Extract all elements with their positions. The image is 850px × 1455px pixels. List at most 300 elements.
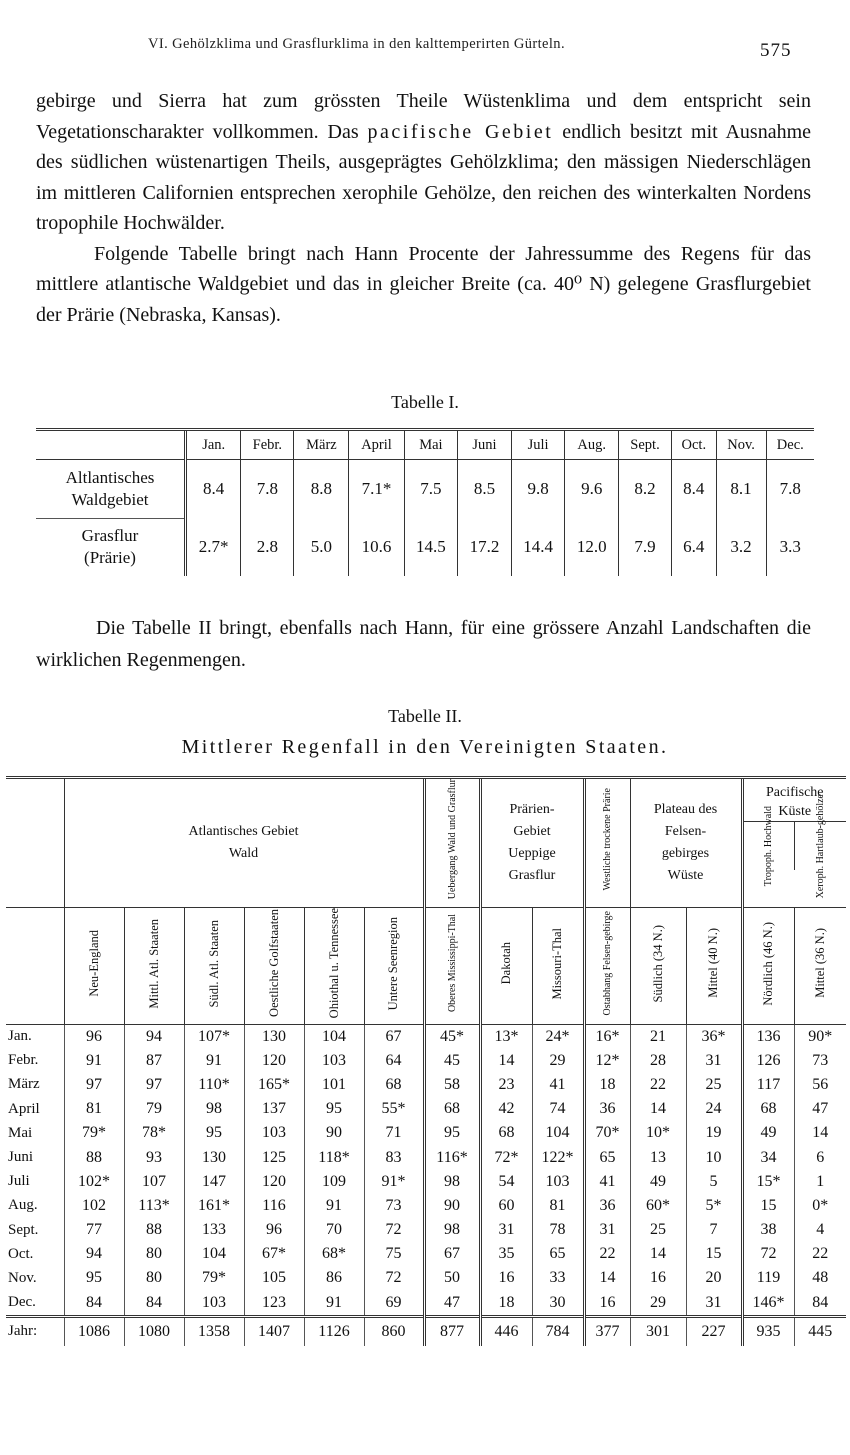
table-2-cell: 15* (742, 1170, 794, 1194)
table-1-cell: 6.4 (672, 518, 717, 576)
table-2-cell: 103 (244, 1121, 304, 1145)
table-2-subcorner (6, 908, 64, 1024)
table-1-row-label-line-1: Grasflur (81, 526, 139, 546)
table-1-cell: 7.8 (241, 460, 294, 519)
group-prairie-line-2: Gebiet (513, 824, 551, 840)
table-2-cell: 91 (304, 1291, 364, 1317)
table-1-cell: 8.8 (294, 460, 349, 519)
table-2-total-cell: 377 (584, 1316, 630, 1346)
table-1-cell: 8.1 (716, 460, 766, 519)
table-2-cell: 67 (364, 1024, 424, 1049)
table-1-cell: 9.8 (511, 460, 565, 519)
table-2-cell: 31 (686, 1291, 742, 1317)
table-2-cell: 126 (742, 1049, 794, 1073)
table-2-cell: 10* (630, 1121, 686, 1145)
table-2-body (6, 1024, 846, 1346)
table-2-row-label: Sept. (8, 1221, 39, 1238)
table-1 (36, 428, 814, 576)
group-pacific-a-label: Tropoph. Hochwald (763, 805, 775, 887)
column-header (364, 908, 424, 1024)
table-2-cell: 73 (364, 1194, 424, 1218)
table-2-cell: 133 (184, 1218, 244, 1242)
table-2-cell: 130 (184, 1145, 244, 1169)
table-2-cell: 80 (124, 1266, 184, 1290)
table-2-cell: 14 (480, 1049, 532, 1073)
table-2-cell: 91* (364, 1170, 424, 1194)
group-transition-label: Uebergang Wald und Grasflur (446, 779, 458, 900)
table-2-cell: 41 (532, 1073, 584, 1097)
table-2-cell: 91 (304, 1194, 364, 1218)
month-header: Dec. (766, 430, 814, 460)
column-header-label: Ostabhang Felsen-gebirge (602, 911, 613, 1016)
table-2-row (6, 1170, 846, 1194)
group-transition (424, 778, 480, 908)
month-header: März (294, 430, 349, 460)
table-1-cell: 5.0 (294, 518, 349, 576)
table-2-total-cell: 1080 (124, 1316, 184, 1346)
column-header-label: Nördlich (46 N.) (761, 921, 775, 1006)
column-header (794, 908, 846, 1024)
table-2-cell: 34 (742, 1145, 794, 1169)
table-2-cell: 104 (304, 1024, 364, 1049)
page-number: 575 (760, 40, 792, 61)
table-1-cell: 14.5 (404, 518, 458, 576)
table-2-cell: 29 (532, 1049, 584, 1073)
table-1-cell: 7.5 (404, 460, 458, 519)
column-header-label: Dakotah (499, 942, 513, 985)
table-2-cell: 68* (304, 1242, 364, 1266)
table-2-cell: 42 (480, 1097, 532, 1121)
table-2-cell: 96 (64, 1024, 124, 1049)
table-2-cell: 103 (532, 1170, 584, 1194)
table-2-cell: 70* (584, 1121, 630, 1145)
column-header-label: Neu-England (86, 930, 101, 997)
table-2-cell: 12* (584, 1049, 630, 1073)
table-2-row (6, 1266, 846, 1290)
table-2-cell: 14 (630, 1097, 686, 1121)
table-2-cell: 33 (532, 1266, 584, 1290)
table-2 (6, 776, 846, 1346)
table-2-cell: 67* (244, 1242, 304, 1266)
table-2-cell: 36* (686, 1024, 742, 1049)
table-2-cell: 23 (480, 1073, 532, 1097)
table-2-cell: 102 (64, 1194, 124, 1218)
table-2-cell: 146* (742, 1291, 794, 1317)
table-2-cell: 70 (304, 1218, 364, 1242)
table-2-cell: 45 (424, 1049, 480, 1073)
column-header (424, 908, 480, 1024)
table-1-cell: 2.8 (241, 518, 294, 576)
paragraph-1-emphasis: pacifische Gebiet (367, 120, 554, 143)
table-2-cell: 147 (184, 1170, 244, 1194)
month-header: Aug. (565, 430, 619, 460)
table-1-row (36, 518, 814, 576)
table-1-cell: 7.1* (349, 460, 404, 519)
paragraph-2: Folgende Tabelle bringt nach Hann Procente der Jahressumme des Regens für das mittlere atlantische Waldgebiet und das in gleicher Breite (ca. 40⁰ N) gelegene Grasflurgebiet der Prärie (Nebraska, Kansas). (36, 242, 811, 326)
table-1-cell: 7.8 (766, 460, 814, 519)
table-1-row-label-line-2: Waldgebiet (71, 489, 149, 509)
table-2-cell: 7 (686, 1218, 742, 1242)
table-2-row-label: Juni (8, 1149, 34, 1166)
table-2-cell: 81 (64, 1097, 124, 1121)
table-2-cell: 48 (794, 1266, 846, 1290)
table-2-cell: 4 (794, 1218, 846, 1242)
table-2-cell: 36 (584, 1097, 630, 1121)
month-header: Febr. (241, 430, 294, 460)
table-2-cell: 60* (630, 1194, 686, 1218)
table-2-cell: 68 (364, 1073, 424, 1097)
table-2-cell: 72* (480, 1145, 532, 1169)
table-2-cell: 47 (794, 1097, 846, 1121)
column-header-label: Südlich (34 N.) (650, 924, 665, 1003)
table-1-corner (36, 430, 186, 460)
table-1-row-label (36, 460, 186, 519)
table-2-total-label: Jahr: (6, 1316, 64, 1346)
table-2-cell: 93 (124, 1145, 184, 1169)
table-2-cell: 95 (64, 1266, 124, 1290)
table-2-row (6, 1073, 846, 1097)
table-2-row (6, 1194, 846, 1218)
month-header: Nov. (716, 430, 766, 460)
group-atlantic-label: Atlantisches Gebiet (188, 824, 299, 840)
group-pacific-line-1: Pacifische (765, 785, 824, 800)
table-2-cell: 91 (64, 1049, 124, 1073)
table-2-cell: 1 (794, 1170, 846, 1194)
table-2-cell: 119 (742, 1266, 794, 1290)
table-2-total-cell: 784 (532, 1316, 584, 1346)
table-2-cell: 101 (304, 1073, 364, 1097)
table-2-cell: 55* (364, 1097, 424, 1121)
group-plateau (630, 778, 742, 908)
column-header-label: Mittel (40 N.) (706, 928, 720, 999)
column-header (630, 908, 686, 1024)
table-2-cell: 75 (364, 1242, 424, 1266)
month-header: April (349, 430, 404, 460)
group-pacific-b-label: Xeroph. Hartlaub-gehölze (815, 793, 827, 899)
table-2-cell: 0* (794, 1194, 846, 1218)
column-header-label: Ohiothal u. Tennessee (326, 908, 341, 1019)
table-2-cell: 103 (304, 1049, 364, 1073)
table-2-cell: 79 (124, 1097, 184, 1121)
table-2-cell: 71 (364, 1121, 424, 1145)
table-2-cell: 95 (304, 1097, 364, 1121)
table-2-cell: 38 (742, 1218, 794, 1242)
table-2-row-label: Jan. (6, 1024, 64, 1049)
group-atlantic (64, 778, 424, 908)
group-plateau-line-1: Plateau des (653, 802, 718, 818)
table-2-cell: 65 (584, 1145, 630, 1169)
paragraph-1 (36, 86, 811, 239)
table-2-cell: 136 (742, 1024, 794, 1049)
column-header (480, 908, 532, 1024)
table-2-cell: 77 (64, 1218, 124, 1242)
table-2-cell: 94 (124, 1024, 184, 1049)
table-2-corner (6, 778, 64, 908)
column-header (584, 908, 630, 1024)
table-1-row-label (36, 518, 186, 576)
paragraph-1-part-1: gebirge und Sierra hat zum grössten Theile Wüstenklima und dem entspricht sein Vegetationscharakter vollkommen. Das (36, 90, 811, 143)
table-2-cell: 103 (184, 1291, 244, 1317)
table-2-cell: 104 (184, 1242, 244, 1266)
table-1-cell: 8.5 (458, 460, 512, 519)
table-2-row-label: März (8, 1076, 40, 1093)
running-head: VI. Gehölzklima und Grasflurklima in den kalttemperirten Gürteln. (148, 36, 565, 52)
table-2-cell: 58 (424, 1073, 480, 1097)
table-2-cell: 14 (794, 1121, 846, 1145)
table-2-cell: 56 (794, 1073, 846, 1097)
table-2-cell: 79* (64, 1121, 124, 1145)
column-header-label: Oberes Mississippi-Thal (446, 914, 458, 1013)
table-2-cell: 67 (424, 1242, 480, 1266)
table-2-cell: 13 (630, 1145, 686, 1169)
table-2-cell: 123 (244, 1291, 304, 1317)
table-2-cell: 22 (794, 1242, 846, 1266)
table-2-cell: 80 (124, 1242, 184, 1266)
table-2-cell: 130 (244, 1024, 304, 1049)
group-prairie-line-1: Prärien- (509, 802, 555, 818)
group-pacific-line-2: Küste (778, 804, 812, 819)
table-2-cell: 90* (794, 1024, 846, 1049)
table-2-cell: 31 (480, 1218, 532, 1242)
table-2-row-label: Nov. (8, 1269, 37, 1286)
table-2-cell: 161* (184, 1194, 244, 1218)
table-2-cell: 86 (304, 1266, 364, 1290)
month-header: Mai (404, 430, 458, 460)
table-2-cell: 88 (124, 1218, 184, 1242)
table-2-cell: 122* (532, 1145, 584, 1169)
table-2-total-cell: 877 (424, 1316, 480, 1346)
table-2-row (6, 1291, 846, 1317)
table-2-total-cell: 1086 (64, 1316, 124, 1346)
table-2-row (6, 1145, 846, 1169)
group-pacific (742, 778, 846, 908)
month-header: Juni (458, 430, 512, 460)
table-2-cell: 64 (364, 1049, 424, 1073)
month-header: Jan. (186, 430, 241, 460)
group-prairie-line-4: Grasflur (508, 868, 556, 884)
table-2-cell: 74 (532, 1097, 584, 1121)
table-2-cell: 78 (532, 1218, 584, 1242)
table-2-cell: 5 (686, 1170, 742, 1194)
table-2-cell: 28 (630, 1049, 686, 1073)
table-2-cell: 165* (244, 1073, 304, 1097)
table-2-cell: 49 (742, 1121, 794, 1145)
table-2-cell: 84 (124, 1291, 184, 1317)
table-1-cell: 12.0 (565, 518, 619, 576)
table-2-cell: 24 (686, 1097, 742, 1121)
table-2-cell: 113* (124, 1194, 184, 1218)
table-1-row-label-line-1: Altlantisches (65, 467, 155, 487)
table-2-cell: 24* (532, 1024, 584, 1049)
month-header: Juli (511, 430, 565, 460)
column-header (124, 908, 184, 1024)
table-1-cell: 10.6 (349, 518, 404, 576)
column-header (304, 908, 364, 1024)
table-2-cell: 90 (304, 1121, 364, 1145)
group-plateau-line-4: Wüste (667, 868, 704, 884)
table-2-cell: 118* (304, 1145, 364, 1169)
table-2-total-cell: 1358 (184, 1316, 244, 1346)
table-2-cell: 18 (480, 1291, 532, 1317)
group-plateau-line-3: gebirges (661, 846, 710, 862)
table-2-cell: 72 (364, 1218, 424, 1242)
column-header-label: Untere Seenregion (386, 916, 400, 1011)
column-header-label: Südl. Atl. Staaten (206, 919, 221, 1008)
column-header-label: Missouri-Thal (550, 927, 564, 1000)
table-2-cell: 25 (630, 1218, 686, 1242)
group-prairie-line-3: Ueppige (508, 846, 556, 862)
table-2-row-label: Mai (8, 1124, 33, 1141)
table-2-cell: 137 (244, 1097, 304, 1121)
table-2-cell: 68 (742, 1097, 794, 1121)
column-header-label: Oestliche Golfstaaten (266, 909, 281, 1018)
body-text (36, 86, 811, 330)
table-2-row-label: Febr. (8, 1052, 39, 1069)
table-2-cell: 31 (584, 1218, 630, 1242)
table-2-cell: 110* (184, 1073, 244, 1097)
table-2-cell: 94 (64, 1242, 124, 1266)
table-2-cell: 116 (244, 1194, 304, 1218)
column-header (686, 908, 742, 1024)
table-2-cell: 105 (244, 1266, 304, 1290)
table-2-cell: 18 (584, 1073, 630, 1097)
table-2-row-label: Aug. (8, 1197, 38, 1214)
page-header (0, 36, 850, 60)
table-1-row (36, 460, 814, 519)
table-1-row-label-line-2: (Prärie) (84, 548, 136, 568)
table-2-cell: 81 (532, 1194, 584, 1218)
table-2-row-label: Oct. (8, 1245, 34, 1262)
table-2-cell: 73 (794, 1049, 846, 1073)
table-2-cell: 65 (532, 1242, 584, 1266)
table-2-cell: 109 (304, 1170, 364, 1194)
column-header (742, 908, 794, 1024)
column-header (64, 908, 124, 1024)
table-2-total-cell: 227 (686, 1316, 742, 1346)
table-2-total-cell: 935 (742, 1316, 794, 1346)
table-1-cell: 7.9 (619, 518, 672, 576)
table-2-cell: 25 (686, 1073, 742, 1097)
table-2-cell: 49 (630, 1170, 686, 1194)
table-2-cell: 15 (742, 1194, 794, 1218)
table-2-cell: 84 (794, 1291, 846, 1317)
table-2-total-cell: 446 (480, 1316, 532, 1346)
table-2-cell: 16* (584, 1024, 630, 1049)
table-1-cell: 2.7* (186, 518, 241, 576)
table-2-total-cell: 301 (630, 1316, 686, 1346)
table-2-cell: 29 (630, 1291, 686, 1317)
table-2-cell: 68 (480, 1121, 532, 1145)
table-2-cell: 88 (64, 1145, 124, 1169)
table-2-cell: 47 (424, 1291, 480, 1317)
column-header (244, 908, 304, 1024)
table-2-cell: 97 (64, 1073, 124, 1097)
table-2-cell: 14 (584, 1266, 630, 1290)
table-2-cell: 19 (686, 1121, 742, 1145)
paragraph-1-part-2: endlich besitzt mit Ausnahme des südlichen wüstenartigen Theils, ausgeprägtes Gehölzklima; den mässigen Niederschlägen im mittleren Californien entsprechen xerophile Gehölze, den reichen des winterkalten Nordens tropophile Hochwälder. (36, 120, 812, 234)
table-2-row (6, 1049, 846, 1073)
table-2-cell: 78* (124, 1121, 184, 1145)
table-2-cell: 68 (424, 1097, 480, 1121)
group-prairie (480, 778, 584, 908)
table-2-cell: 96 (244, 1218, 304, 1242)
table-2-cell: 16 (480, 1266, 532, 1290)
table-2-cell: 13* (480, 1024, 532, 1049)
table-2-cell: 50 (424, 1266, 480, 1290)
table-2-caption: Tabelle II. (388, 706, 462, 726)
table-2-cell: 97 (124, 1073, 184, 1097)
table-2-cell: 20 (686, 1266, 742, 1290)
table-1-cell: 3.3 (766, 518, 814, 576)
group-plateau-line-2: Felsen- (664, 824, 707, 840)
table-2-title: Mittlerer Regenfall in den Vereinigten Staaten. (181, 736, 669, 758)
table-2-cell: 95 (424, 1121, 480, 1145)
table-1-cell: 9.6 (565, 460, 619, 519)
table-2-row (6, 1242, 846, 1266)
table-2-cell: 91 (184, 1049, 244, 1073)
table-2-row-label: April (8, 1100, 40, 1117)
table-2-total-cell: 445 (794, 1316, 846, 1346)
table-2-cell: 98 (424, 1218, 480, 1242)
table-2-cell: 31 (686, 1049, 742, 1073)
column-header-label: Mittl. Atl. Staaten (146, 918, 161, 1009)
table-1-caption: Tabelle I. (391, 392, 459, 412)
table-1-header-row (36, 430, 814, 460)
table-1-cell: 14.4 (511, 518, 565, 576)
paragraph-3: Die Tabelle II bringt, ebenfalls nach Hann, für eine grössere Anzahl Landschaften die wirklichen Regenmengen. (36, 617, 811, 671)
table-2-cell: 102* (64, 1170, 124, 1194)
table-2-cell: 22 (630, 1073, 686, 1097)
table-2-cell: 79* (184, 1266, 244, 1290)
table-2-cell: 69 (364, 1291, 424, 1317)
table-2-cell: 107* (184, 1024, 244, 1049)
table-2-row (6, 1218, 846, 1242)
group-pacific-a (744, 805, 795, 887)
column-header (184, 908, 244, 1024)
column-header (532, 908, 584, 1024)
table-2-total-cell: 1407 (244, 1316, 304, 1346)
table-1-cell: 8.4 (186, 460, 241, 519)
table-2-cell: 21 (630, 1024, 686, 1049)
table-2-cell: 84 (64, 1291, 124, 1317)
table-2-cell: 35 (480, 1242, 532, 1266)
table-2-total-row (6, 1316, 846, 1346)
table-2-cell: 6 (794, 1145, 846, 1169)
table-2-cell: 107 (124, 1170, 184, 1194)
table-2-cell: 98 (424, 1170, 480, 1194)
table-2-cell: 22 (584, 1242, 630, 1266)
group-western-prairie-label: Westliche trockene Prärie (602, 787, 613, 891)
table-2-row (6, 1121, 846, 1145)
table-2-cell: 54 (480, 1170, 532, 1194)
table-1-cell: 3.2 (716, 518, 766, 576)
table-2-total-cell: 1126 (304, 1316, 364, 1346)
table-2-row-label: Juli (8, 1173, 30, 1190)
group-pacific-title (744, 779, 847, 821)
month-header: Oct. (672, 430, 717, 460)
table-2-column-header-row (6, 908, 846, 1024)
table-2-cell: 45* (424, 1024, 480, 1049)
table-2-cell: 83 (364, 1145, 424, 1169)
table-2-cell: 87 (124, 1049, 184, 1073)
table-1-cell: 8.2 (619, 460, 672, 519)
table-2-cell: 36 (584, 1194, 630, 1218)
table-2-cell: 120 (244, 1049, 304, 1073)
table-2-cell: 41 (584, 1170, 630, 1194)
table-2-cell: 14 (630, 1242, 686, 1266)
table-2-cell: 116* (424, 1145, 480, 1169)
table-2-cell: 117 (742, 1073, 794, 1097)
